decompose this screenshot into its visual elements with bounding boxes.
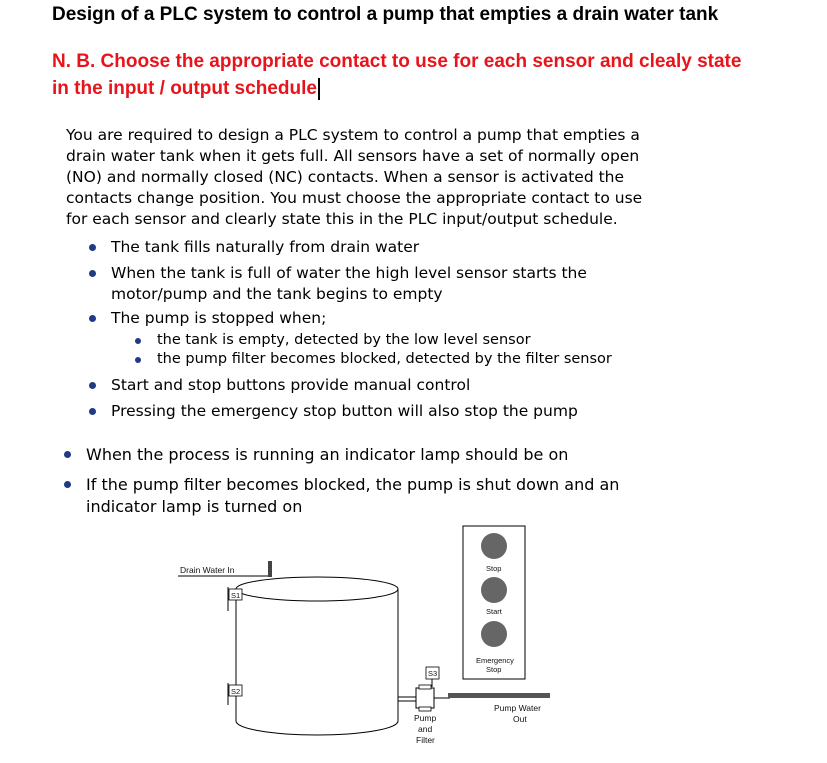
sub-list [133,331,612,369]
intro-line: for each sensor and clearly state this in the PLC input/output schedule. [66,210,618,228]
bullet-icon [89,408,96,415]
pump-label-line3: Filter [416,735,435,745]
instruction-note [52,48,812,102]
tank-system-diagram [170,525,570,760]
emergency-label-line2: Stop [486,665,502,674]
note-line-2: in the input / output schedule [52,78,317,99]
s2-label: S2 [231,687,241,696]
start-button[interactable] [481,577,507,603]
list-item: When the tank is full of water the high level sensor starts the motor/pump and the tank begins to empty [87,263,587,305]
bullet-icon [135,357,141,363]
bullet-icon [89,270,96,277]
list-item: Pressing the emergency stop button will also stop the pump [87,401,578,422]
text-cursor [318,78,320,100]
list-item: If the pump filter becomes blocked, the pump is shut down and an indicator lamp is turned on [62,474,619,518]
drain-tank [236,577,398,735]
list-item: the tank is empty, detected by the low level sensor [133,331,612,350]
requirements-list [87,237,419,258]
s1-label: S1 [231,591,241,600]
start-label: Start [486,607,502,616]
bullet-icon [135,338,141,344]
pump-label-line1: Pump [414,713,437,723]
requirements-list [87,308,326,329]
list-item: The pump is stopped when; [87,308,326,329]
bullet-icon [89,244,96,251]
emergency-stop-button[interactable] [481,621,507,647]
list-item: Start and stop buttons provide manual control [87,375,470,396]
intro-line: You are required to design a PLC system to control a pump that empties a [66,126,640,144]
requirements-list [87,263,587,305]
requirements-list [87,375,470,396]
inlet-pipe-end [268,561,272,577]
pump-label-line2: and [418,724,433,734]
bullet-icon [89,382,96,389]
emergency-label-line1: Emergency [476,656,514,665]
drain-water-in-label: Drain Water In [180,565,235,575]
indicator-list [62,474,619,518]
bullet-icon [89,315,96,322]
bullet-icon [64,451,71,458]
intro-line: (NO) and normally closed (NC) contacts. When a sensor is activated the [66,168,625,186]
document-title: Design of a PLC system to control a pump that empties a drain water tank [52,4,719,25]
list-item: The tank fills naturally from drain water [87,237,419,258]
intro-line: contacts change position. You must choose the appropriate contact to use [66,189,643,207]
pump-water-out-label-line1: Pump Water [494,703,541,713]
stop-label: Stop [486,564,502,573]
pump-and-filter [416,685,450,711]
list-item: the pump filter becomes blocked, detected by the filter sensor [133,350,612,369]
note-line-1: N. B. Choose the appropriate contact to use for each sensor and clealy state [52,51,742,72]
intro-line: drain water tank when it gets full. All sensors have a set of normally open [66,147,640,165]
pump-water-out-label-line2: Out [513,714,527,724]
s3-label: S3 [428,669,438,678]
list-item: When the process is running an indicator lamp should be on [62,444,568,466]
intro-paragraph [66,125,818,230]
bullet-icon [64,481,71,488]
indicator-list [62,444,568,466]
stop-button[interactable] [481,533,507,559]
pump-water-out-pipe [448,693,550,698]
requirements-list [87,401,578,422]
